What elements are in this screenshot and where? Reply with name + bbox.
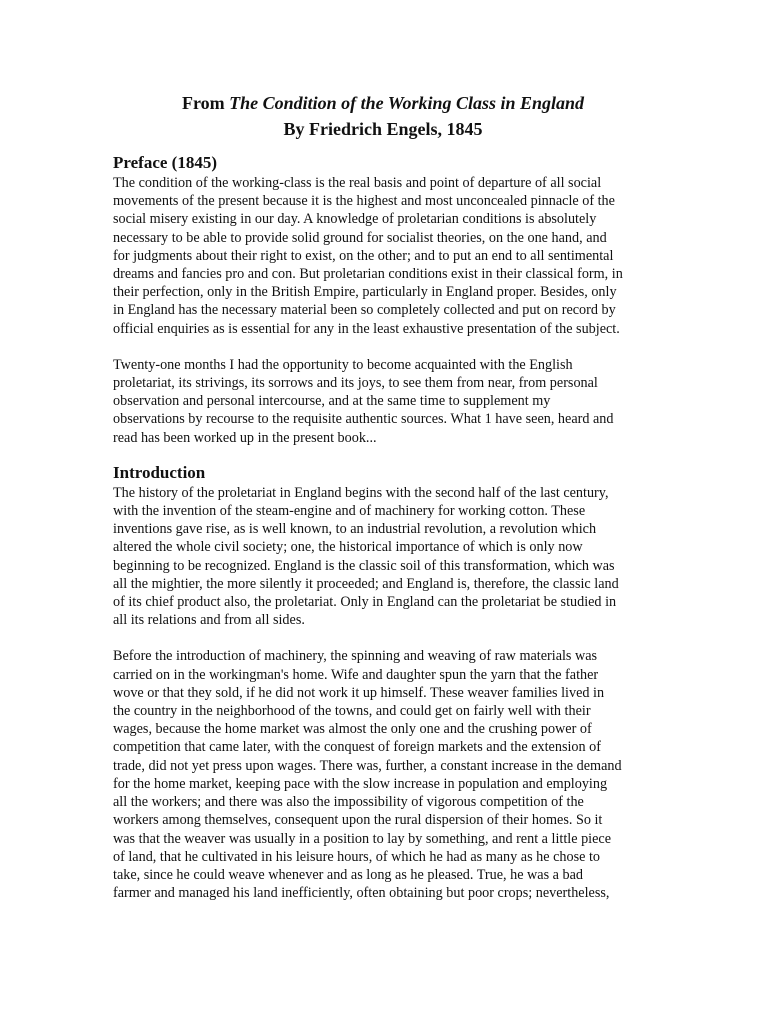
text-line: necessary to be able to provide solid ground for socialist theories, on the one hand, and [113, 229, 607, 246]
text-line: trade, did not yet press upon wages. There was, further, a constant increase in the demand [113, 757, 622, 774]
text-line: farmer and managed his land inefficiently, often obtaining but poor crops; nevertheless, [113, 885, 610, 902]
introduction-section [113, 462, 653, 902]
text-line: take, since he could weave whenever and as long as he pleased. True, he was a bad [113, 866, 583, 883]
text-line: official enquiries as is essential for any in the least exhaustive presentation of the subject. [113, 320, 620, 337]
text-line: Twenty-one months I had the opportunity to become acquainted with the English [113, 356, 573, 373]
text-line: was that the weaver was usually in a position to lay by something, and rent a little piece [113, 830, 612, 847]
document-title [113, 90, 653, 142]
text-line: The condition of the working-class is the real basis and point of departure of all social [113, 175, 602, 191]
text-line: proletariat, its strivings, its sorrows and its joys, to see them from near, from personal [113, 375, 598, 392]
title-prefix: From [181, 93, 230, 113]
preface-paragraph-2 [113, 356, 653, 447]
introduction-paragraph-1 [113, 484, 653, 630]
text-line: observation and personal intercourse, and at the same time to supplement my [113, 393, 551, 410]
text-line: all its relations and from all sides. [113, 612, 305, 629]
document-page [113, 90, 653, 902]
text-line: wove or that they sold, if he did not work it up himself. These weaver families lived in [113, 684, 605, 701]
text-line: for the home market, keeping pace with the slow increase in population and employing [113, 775, 608, 792]
text-line: all the workers; and there was also the impossibility of vigorous competition of the [113, 794, 584, 811]
text-line: the country in the neighborhood of the towns, and could get on fairly well with their [113, 703, 591, 720]
text-line: dreams and fancies pro and con. But proletarian conditions exist in their classical form, in [113, 266, 623, 283]
text-line: carried on in the workingman's home. Wife and daughter spun the yarn that the father [113, 666, 599, 683]
introduction-paragraph-2 [113, 647, 653, 902]
text-line: read has been worked up in the present book... [113, 429, 377, 446]
text-line: Before the introduction of machinery, the spinning and weaving of raw materials was [113, 648, 598, 665]
text-line: workers among themselves, consequent upon the rural dispersion of their homes. So it [113, 812, 603, 829]
text-line: movements of the present because it is the highest and most unconcealed pinnacle of the [113, 193, 615, 210]
text-line: with the invention of the steam-engine and of machinery for working cotton. These [113, 503, 586, 520]
title-line [113, 90, 653, 116]
text-line: The history of the proletariat in England begins with the second half of the last century, [113, 484, 609, 501]
byline: By Friedrich Engels, 1845 [283, 119, 483, 139]
text-line: their perfection, only in the British Empire, particularly in England proper. Besides, only [113, 284, 617, 301]
text-line: beginning to be recognized. England is the classic soil of this transformation, which was [113, 557, 615, 574]
text-line: competition that came later, with the conquest of foreign markets and the extension of [113, 739, 601, 756]
text-line: altered the whole civil society; one, the historical importance of which is only now [113, 539, 583, 556]
text-line: of its chief product also, the proletariat. Only in England can the proletariat be studied in [113, 594, 617, 611]
text-line: observations by recourse to the requisite authentic sources. What 1 have seen, heard and [113, 411, 614, 428]
text-line: wages, because the home market was almost the only one and the crushing power of [113, 721, 592, 738]
preface-section [113, 152, 653, 447]
text-line: in England has the necessary material been so completely collected and put on record by [113, 302, 616, 319]
text-line: of land, that he cultivated in his leisure hours, of which he had as many as he chose to [113, 848, 600, 865]
text-line: for judgments about their right to exist, on the other; and to put an end to all sentimental [113, 247, 614, 264]
text-line: inventions gave rise, as is well known, to an industrial revolution, a revolution which [113, 521, 597, 538]
preface-paragraph-1 [113, 174, 653, 338]
text-line: social misery existing in our day. A knowledge of proletarian conditions is absolutely [113, 211, 597, 228]
introduction-heading: Introduction [113, 462, 206, 482]
text-line: all the mightier, the more silently it proceeded; and England is, therefore, the classic land [113, 575, 619, 592]
title-work: The Condition of the Working Class in England [229, 93, 585, 113]
preface-heading: Preface (1845) [113, 153, 217, 172]
